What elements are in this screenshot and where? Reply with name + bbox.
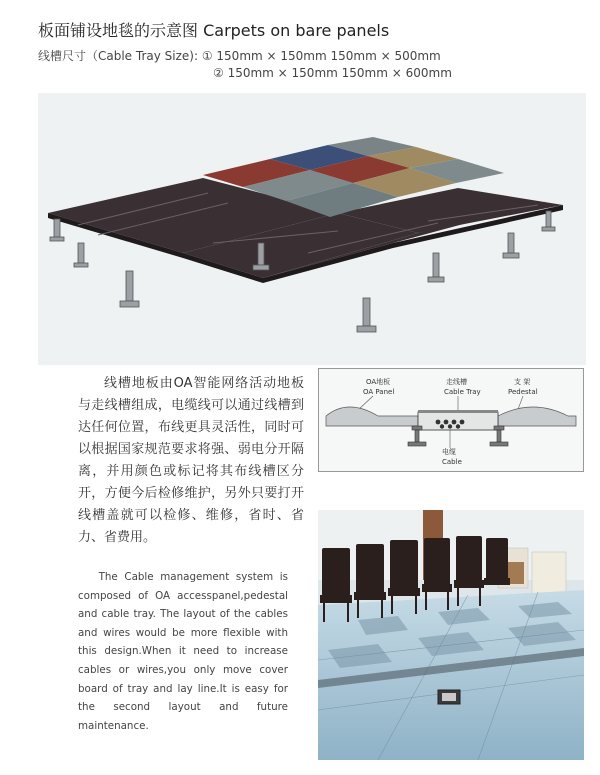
raised-floor-illustration [38, 93, 586, 365]
label-oa-panel-en: OA Panel [363, 388, 395, 396]
label-pedestal-en: Pedestal [508, 388, 538, 396]
label-pedestal-zh: 支 架 [514, 378, 531, 386]
page-title: 板面铺设地毯的示意图 Carpets on bare panels [38, 21, 390, 40]
cable-tray-size-spec [38, 48, 452, 82]
installed-floor-room-photo [318, 510, 584, 760]
label-cable-tray-zh: 走线槽 [446, 378, 467, 386]
cable-tray-cross-section-diagram [318, 368, 584, 472]
description-chinese: 线槽地板由OA智能网络活动地板与走线槽组成，电缆线可以通过线槽到达任何位置，布线更具灵活性，同时可以根据国家规范要求将强、弱电分开隔离，并用颜色或标记将其布线槽区分开，方便今后检修维护，另外只要打开线槽盖就可以检修、维修，省时、省力、省费用。 [78, 376, 304, 545]
spec-label: 线槽尺寸（Cable Tray Size): [38, 49, 199, 63]
spec-row-2: ② 150mm × 150mm 150mm × 600mm [213, 66, 452, 80]
spec-row-1: ① 150mm × 150mm 150mm × 500mm [201, 49, 441, 63]
description-english: The Cable management system is composed of OA accesspanel,pedestal and cable tray. The layout of the cables and wires would be more flexible with this design.When it need to increase cables or wires,you only move cover board of tray and lay line.It is easy for the second layout and future maintenance. [78, 571, 288, 732]
label-cable-tray-en: Cable Tray [444, 388, 481, 396]
label-cable-zh: 电缆 [442, 448, 456, 456]
label-cable-en: Cable [442, 458, 462, 466]
label-oa-panel-zh: OA地板 [366, 378, 391, 386]
